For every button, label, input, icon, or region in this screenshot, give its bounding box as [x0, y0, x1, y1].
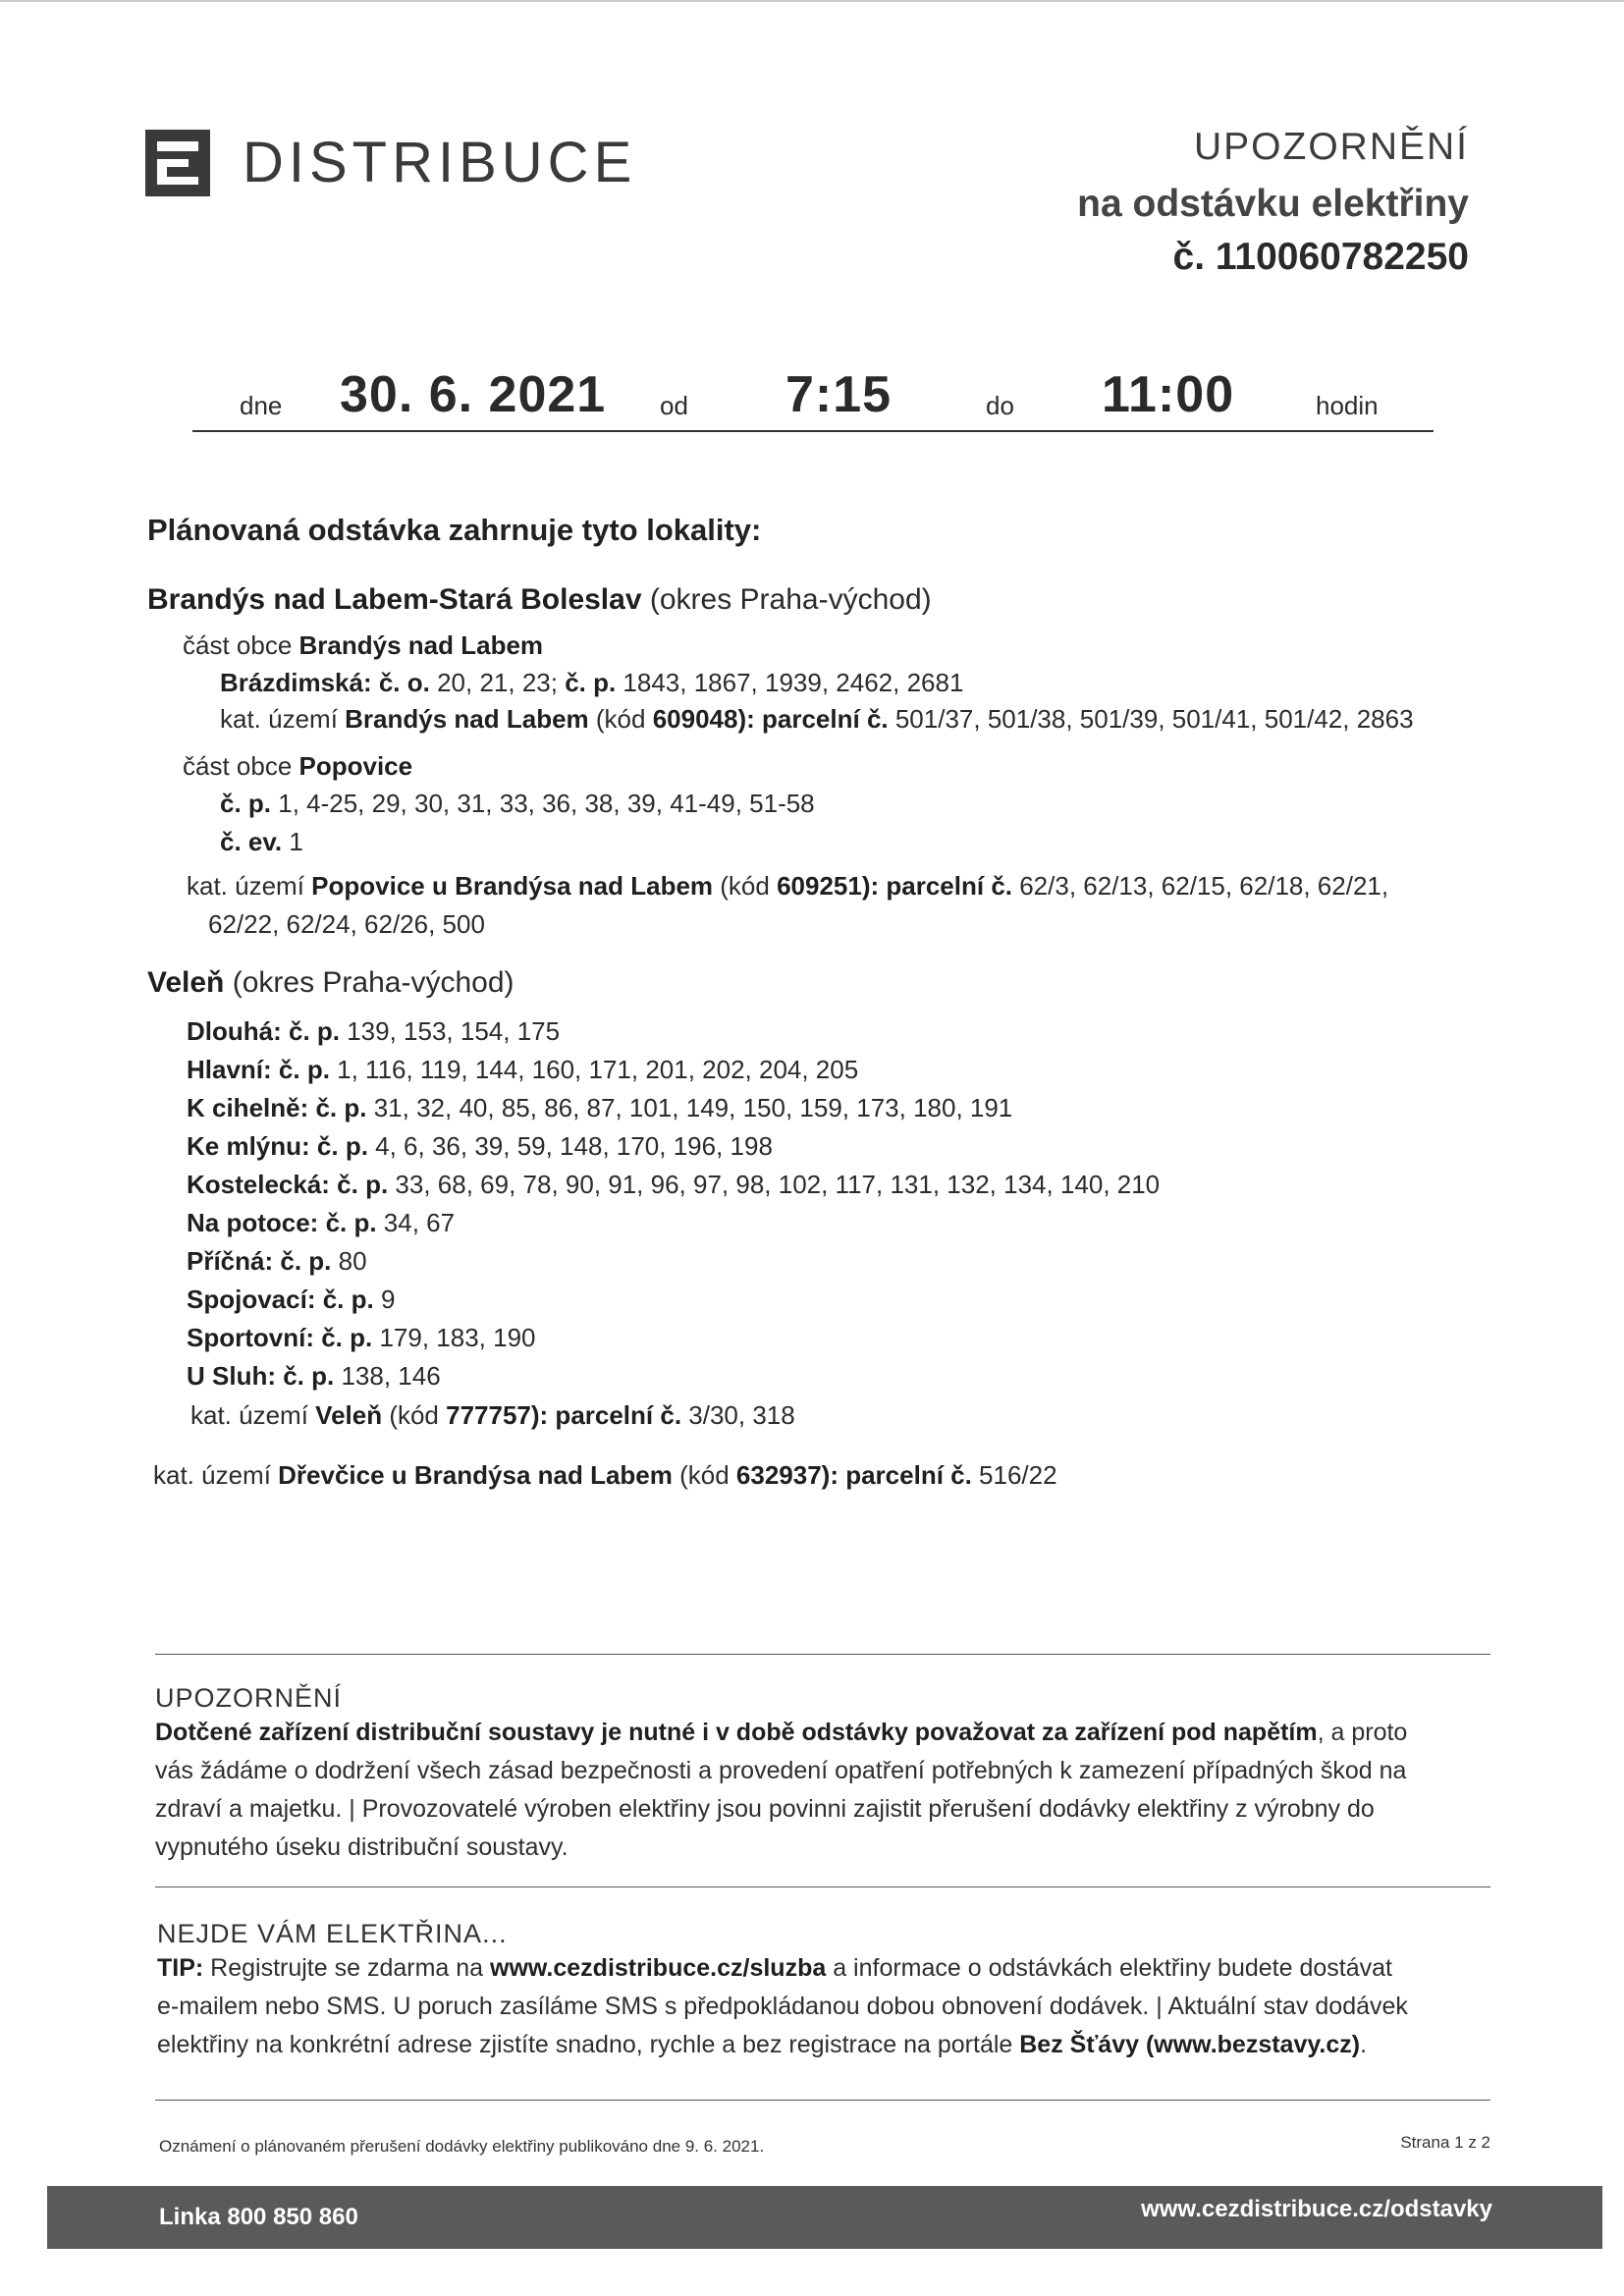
parcel-label: ): parcelní č. — [530, 1400, 682, 1430]
notice-subtitle: na odstávku elektřiny — [1077, 183, 1469, 225]
kat-prefix: kat. území — [187, 871, 312, 901]
kod-value: 609251 — [777, 871, 862, 901]
tip-line3-c: . — [1360, 2031, 1368, 2058]
street-row — [187, 1012, 1160, 1051]
street-numbers: 9 — [373, 1285, 396, 1314]
part-prefix: část obce — [183, 751, 299, 781]
street-label: Kostelecká: č. p. — [187, 1170, 389, 1199]
warning-line2: vás žádáme o dodržení všech zásad bezpečnosti a provedení opatření potřebných k zamezení případných škod na — [155, 1757, 1407, 1784]
divider — [155, 2100, 1490, 2101]
warning-line3: zdraví a majetku. | Provozovatelé výroben elektřiny jsou povinni zajistit přerušení dodávky elektřiny z výrobny do — [155, 1795, 1375, 1823]
warning-text — [155, 1714, 1510, 1867]
parcel-numbers: 3/30, 318 — [681, 1400, 795, 1430]
to-time: 11:00 — [1102, 366, 1235, 423]
street-row — [187, 1089, 1160, 1127]
divider — [155, 1654, 1490, 1655]
street-label: U Sluh: č. p. — [187, 1361, 335, 1391]
street-numbers: 139, 153, 154, 175 — [340, 1016, 561, 1046]
tip-line1-b: a informace o odstávkách elektřiny budete dostávat — [826, 1954, 1392, 1982]
kat-popovice-cont: 62/22, 62/24, 62/26, 500 — [208, 909, 485, 939]
street-row — [187, 1204, 1160, 1242]
street-numbers: 1, 116, 119, 144, 160, 171, 201, 202, 204, 205 — [329, 1055, 859, 1084]
do-label: do — [986, 391, 1014, 420]
kat-popovice — [187, 871, 1388, 902]
cp-label: č. p. — [220, 789, 272, 818]
street-label: Brázdimská: č. o. — [220, 668, 430, 697]
tip-line2: e-mailem nebo SMS. U poruch zasíláme SMS s předpokládanou dobou obnovení dodávek. | Aktuální stav dodávek — [157, 1993, 1408, 2020]
street-numbers: 33, 68, 69, 78, 90, 91, 96, 97, 98, 102, 117, 131, 132, 134, 140, 210 — [388, 1170, 1161, 1199]
kod-prefix: (kód — [382, 1400, 447, 1430]
page-number: Strana 1 z 2 — [1400, 2133, 1490, 2152]
footer-url-link[interactable]: www.cezdistribuce.cz/odstavky — [1141, 2196, 1492, 2222]
street-label: Spojovací: č. p. — [187, 1285, 374, 1314]
kod-value: 609048 — [652, 704, 738, 734]
tip-text — [157, 1949, 1512, 2064]
kod-value: 632937 — [735, 1460, 822, 1490]
popovice-ev — [220, 827, 303, 857]
street-brazdimska — [220, 668, 963, 698]
part-name: Popovice — [298, 751, 413, 781]
from-time: 7:15 — [785, 366, 893, 423]
part-brandys — [183, 630, 543, 661]
kat-velen — [190, 1400, 795, 1431]
street-row — [187, 1319, 1160, 1357]
tip-line3-a: elektřiny na konkrétní adrese zjistíte snadno, rychle a bez registrace na portále — [157, 2031, 1020, 2058]
hodin-label: hodin — [1316, 391, 1379, 420]
kod-prefix: (kód — [588, 704, 653, 734]
municipality-district: (okres Praha-východ) — [224, 966, 514, 999]
street-row — [187, 1242, 1160, 1281]
street-label: Na potoce: č. p. — [187, 1208, 377, 1237]
street-label: Ke mlýnu: č. p. — [187, 1131, 368, 1161]
street-numbers: 31, 32, 40, 85, 86, 87, 101, 149, 150, 159, 173, 180, 191 — [366, 1093, 1013, 1122]
kat-prefix: kat. území — [153, 1460, 279, 1490]
ev-numbers: 1 — [282, 827, 303, 856]
kat-name: Popovice u Brandýsa nad Labem — [311, 871, 714, 901]
ev-label: č. ev. — [220, 827, 283, 856]
part-popovice — [183, 751, 412, 782]
parcel-numbers: 62/3, 62/13, 62/15, 62/18, 62/21, — [1012, 871, 1389, 901]
kod-prefix: (kód — [713, 871, 778, 901]
street-numbers: 34, 67 — [376, 1208, 456, 1237]
municipality-velen — [147, 966, 514, 1000]
parcel-label: ): parcelní č. — [861, 871, 1012, 901]
divider — [155, 1886, 1490, 1887]
warning-line4: vypnutého úseku distribuční soustavy. — [155, 1833, 568, 1861]
street-row — [187, 1051, 1160, 1089]
street-label: Hlavní: č. p. — [187, 1055, 330, 1084]
warning-bold: Dotčené zařízení distribuční soustavy je nutné i v době odstávky považovat za zařízení pod napětím — [155, 1719, 1318, 1746]
warning-line1-rest: , a proto — [1317, 1719, 1408, 1746]
tip-title: NEJDE VÁM ELEKTŘINA... — [157, 1919, 508, 1948]
od-label: od — [660, 391, 688, 420]
date-underline — [192, 430, 1434, 432]
parcel-label: ): parcelní č. — [821, 1460, 972, 1490]
street-numbers: 138, 146 — [334, 1361, 441, 1391]
street-co-numbers: 20, 21, 23; — [429, 668, 566, 697]
outage-date: 30. 6. 2021 — [340, 366, 607, 423]
municipality-name: Brandýs nad Labem-Stará Boleslav — [147, 583, 642, 616]
top-edge-line — [0, 0, 1624, 2]
bezstavy-link[interactable]: Bez Šťávy (www.bezstavy.cz) — [1019, 2031, 1361, 2058]
street-row — [187, 1166, 1160, 1204]
street-row — [187, 1357, 1160, 1395]
parcel-numbers: 501/37, 501/38, 501/39, 501/41, 501/42, 2863 — [888, 704, 1414, 734]
published-note: Oznámení o plánovaném přerušení dodávky elektřiny publikováno dne 9. 6. 2021. — [159, 2137, 765, 2156]
kat-name: Dřevčice u Brandýsa nad Labem — [278, 1460, 673, 1490]
footer-bar — [47, 2186, 1602, 2249]
kat-name: Veleň — [315, 1400, 383, 1430]
parcel-numbers: 516/22 — [971, 1460, 1057, 1490]
street-row — [187, 1281, 1160, 1319]
street-numbers: 179, 183, 190 — [372, 1323, 536, 1352]
cp-numbers: 1, 4-25, 29, 30, 31, 33, 36, 38, 39, 41-49, 51-58 — [271, 789, 815, 818]
municipality-district: (okres Praha-východ) — [641, 583, 932, 616]
velen-street-list — [187, 1012, 1160, 1395]
part-name: Brandýs nad Labem — [298, 630, 544, 660]
planned-heading: Plánovaná odstávka zahrnuje tyto lokality: — [147, 513, 762, 547]
municipality-brandys — [147, 583, 932, 617]
street-label: Příčná: č. p. — [187, 1246, 332, 1276]
kod-prefix: (kód — [672, 1460, 736, 1490]
warning-title: UPOZORNĚNÍ — [155, 1683, 343, 1713]
street-label: K cihelně: č. p. — [187, 1093, 367, 1122]
street-numbers: 80 — [331, 1246, 367, 1276]
part-prefix: část obce — [183, 630, 299, 660]
tip-line1-a: Registrujte se zdarma na — [203, 1954, 491, 1982]
cez-logo-icon — [145, 130, 210, 196]
municipality-name: Veleň — [147, 966, 225, 999]
kat-name: Brandýs nad Labem — [345, 704, 589, 734]
dne-label: dne — [240, 391, 283, 420]
hotline: Linka 800 850 860 — [159, 2204, 358, 2230]
kat-drevcice — [153, 1460, 1057, 1491]
cp-label: č. p. — [565, 668, 617, 697]
service-link[interactable]: www.cezdistribuce.cz/sluzba — [490, 1954, 827, 1982]
kat-prefix: kat. území — [190, 1400, 316, 1430]
popovice-cp — [220, 789, 815, 819]
logo-text: DISTRIBUCE — [243, 131, 637, 194]
cp-numbers: 1843, 1867, 1939, 2462, 2681 — [616, 668, 964, 697]
street-label: Sportovní: č. p. — [187, 1323, 373, 1352]
notice-number: č. 110060782250 — [1172, 236, 1469, 278]
kat-prefix: kat. území — [220, 704, 346, 734]
tip-label: TIP: — [157, 1954, 204, 1982]
street-numbers: 4, 6, 36, 39, 59, 148, 170, 196, 198 — [367, 1131, 773, 1161]
street-row — [187, 1127, 1160, 1166]
notice-title: UPOZORNĚNÍ — [1193, 126, 1469, 168]
parcel-label: ): parcelní č. — [737, 704, 889, 734]
kat-brandys — [220, 704, 1414, 735]
street-label: Dlouhá: č. p. — [187, 1016, 340, 1046]
kod-value: 777757 — [446, 1400, 531, 1430]
